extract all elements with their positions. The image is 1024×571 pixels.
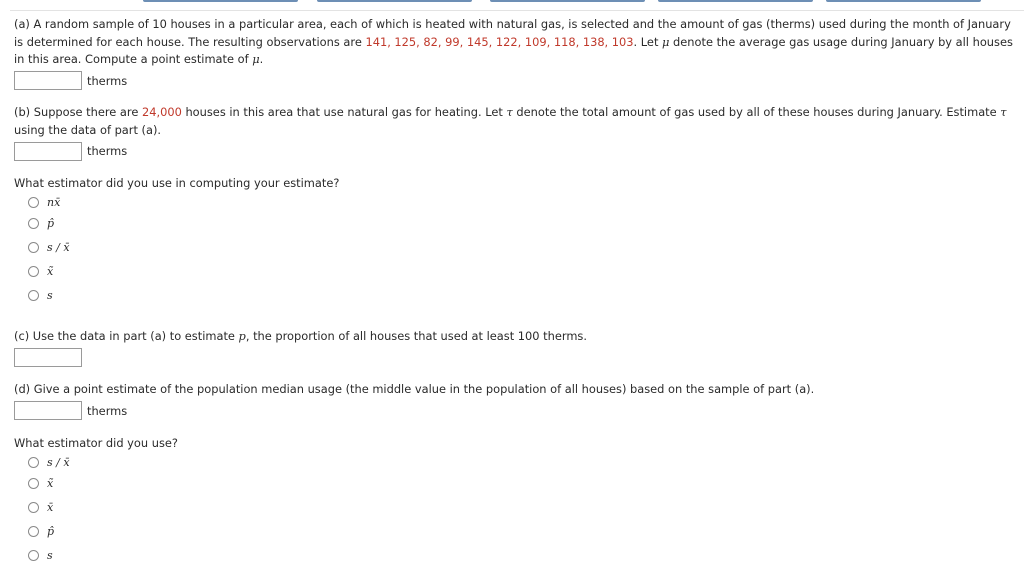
part-a-prompt: (a) A random sample of 10 houses in a particular area, each of which is heated with natural gas, is selected and the amount of gas (therms) used during the month of January is determined for each house. The resulting observations are 141, 125, 82, 99, 145, 122, 109, 118, 138, 103. Let μ denote the average gas usage during January by all houses in this area. Compute a point estimate of μ.	[14, 17, 1013, 66]
radio-option[interactable]	[28, 284, 339, 308]
radio-option[interactable]	[28, 212, 339, 236]
radio-circle[interactable]	[28, 242, 39, 253]
radio-option[interactable]	[28, 472, 178, 496]
p-symbol: p	[238, 329, 246, 343]
part-c-answer-input[interactable]	[14, 348, 82, 367]
divider	[10, 10, 1024, 11]
radio-option[interactable]	[28, 194, 339, 212]
part-d-prompt: (d) Give a point estimate of the population median usage (the middle value in the population of all houses) based on the sample of part (a).	[14, 382, 815, 396]
part-a-answer-input[interactable]	[14, 71, 82, 90]
top-tab-strip	[0, 0, 1024, 4]
mu-symbol: μ	[252, 52, 260, 66]
part-c	[14, 328, 587, 368]
option-label: x̃	[47, 477, 54, 490]
house-count: 24,000	[141, 105, 182, 119]
option-label: nx̄	[47, 196, 61, 209]
option-label: x̄	[47, 501, 54, 514]
radio-option[interactable]	[28, 520, 178, 544]
part-b-answer-row	[14, 141, 1014, 161]
part-a	[14, 16, 1014, 91]
radio-circle[interactable]	[28, 266, 39, 277]
part-d-options	[14, 454, 178, 568]
mu-symbol: μ	[662, 34, 670, 49]
unit-label: therms	[87, 73, 128, 88]
part-b-estimator	[14, 175, 339, 308]
part-b-prompt: (b) Suppose there are 24,000 houses in this area that use natural gas for heating. Let τ denote the total amount of gas used by all of these houses during January. Estimate τ using the data of part (a).	[14, 105, 1007, 137]
radio-option[interactable]	[28, 236, 339, 260]
top-tab-1[interactable]	[143, 0, 298, 2]
radio-circle[interactable]	[28, 218, 39, 229]
radio-circle[interactable]	[28, 550, 39, 561]
part-d-question: What estimator did you use?	[14, 436, 178, 450]
radio-circle[interactable]	[28, 502, 39, 513]
part-b-options	[14, 194, 339, 308]
unit-label: therms	[87, 144, 128, 158]
part-c-answer-row	[14, 348, 587, 368]
observations: 141, 125, 82, 99, 145, 122, 109, 118, 138, 103	[365, 34, 634, 49]
option-label: s / x̄	[47, 241, 70, 254]
part-b-question: What estimator did you use in computing your estimate?	[14, 176, 340, 190]
radio-option[interactable]	[28, 454, 178, 472]
top-tab-4[interactable]	[658, 0, 813, 2]
part-d	[14, 381, 814, 421]
radio-option[interactable]	[28, 496, 178, 520]
option-label: s	[47, 289, 53, 302]
radio-option[interactable]	[28, 544, 178, 568]
radio-circle[interactable]	[28, 290, 39, 301]
top-tab-3[interactable]	[490, 0, 645, 2]
option-label: p̂	[47, 217, 55, 230]
option-label: s	[47, 549, 53, 562]
radio-circle[interactable]	[28, 457, 39, 468]
radio-option[interactable]	[28, 260, 339, 284]
tau-symbol: τ	[506, 105, 513, 119]
option-label: x̃	[47, 265, 54, 278]
part-a-answer-row	[14, 71, 1014, 91]
option-label: s / x̄	[47, 456, 70, 469]
tau-symbol: τ	[1000, 105, 1007, 119]
radio-circle[interactable]	[28, 478, 39, 489]
radio-circle[interactable]	[28, 526, 39, 537]
part-b-answer-input[interactable]	[14, 142, 82, 161]
top-tab-2[interactable]	[317, 0, 472, 2]
part-d-answer-input[interactable]	[14, 401, 82, 420]
part-c-prompt: (c) Use the data in part (a) to estimate p, the proportion of all houses that used at least 100 therms.	[14, 329, 587, 343]
part-d-estimator	[14, 435, 178, 568]
part-d-answer-row	[14, 401, 814, 421]
unit-label: therms	[87, 403, 128, 418]
part-b	[14, 104, 1014, 161]
option-label: p̂	[47, 525, 55, 538]
top-tab-5[interactable]	[826, 0, 981, 2]
radio-circle[interactable]	[28, 197, 39, 208]
